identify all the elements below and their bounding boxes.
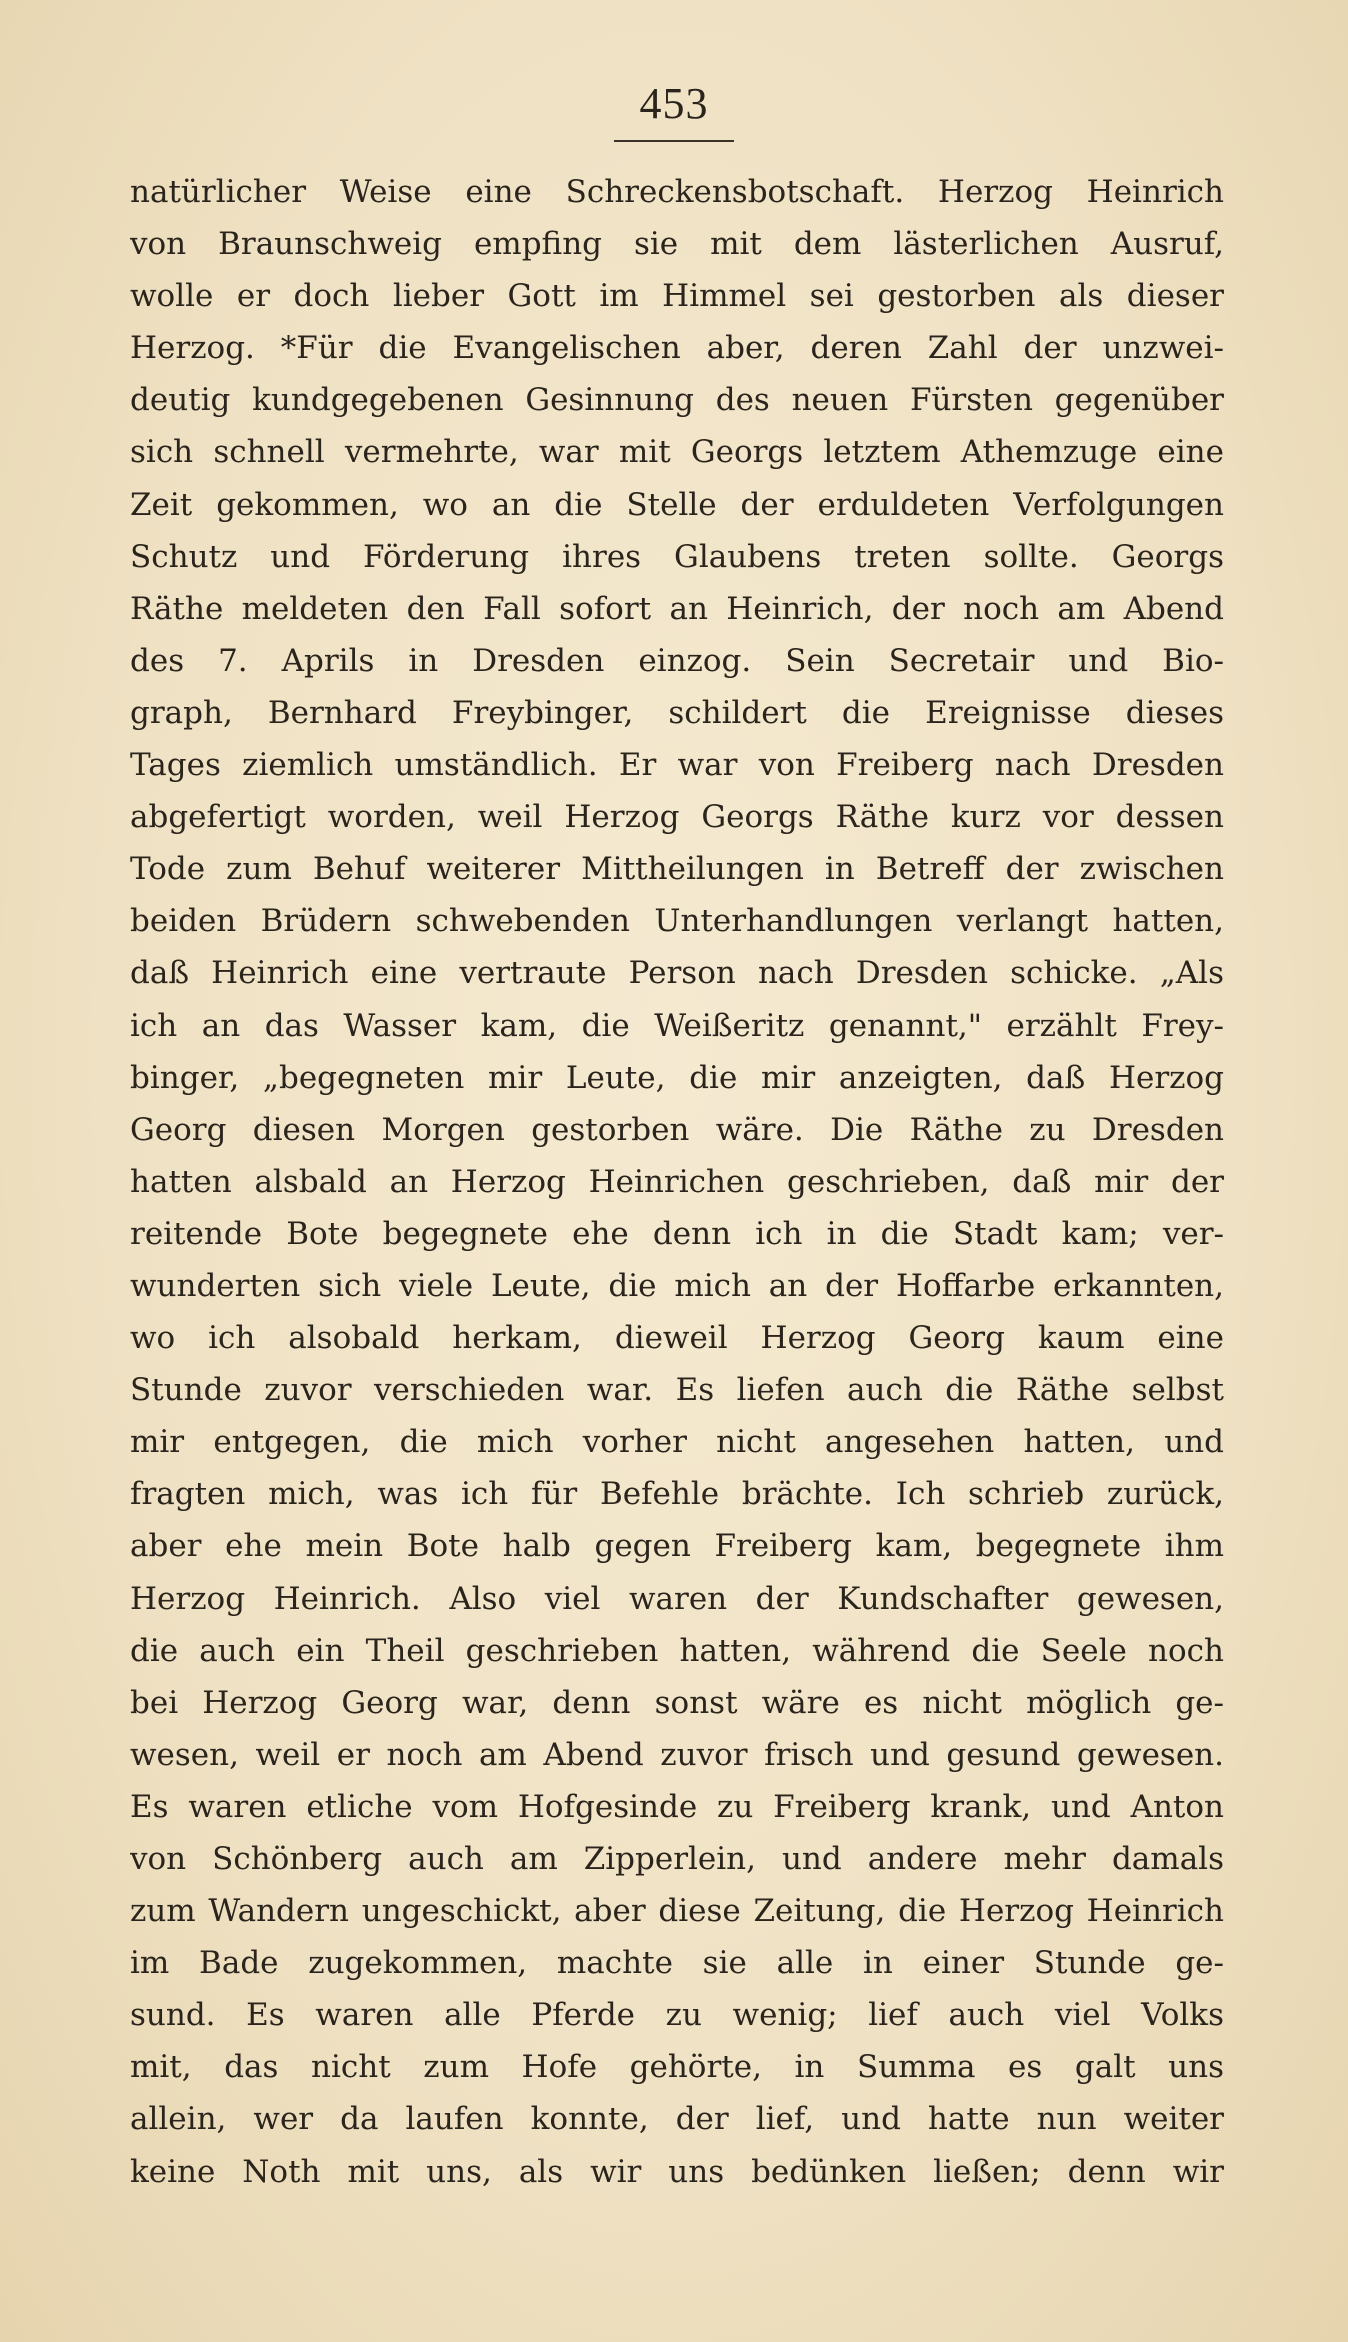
text-line: Zeit gekommen, wo an die Stelle der erduldeten Verfolgungen <box>130 486 1224 523</box>
page-number: 453 <box>639 79 709 128</box>
text-line: bei Herzog Georg war, denn sonst wäre es nicht möglich ge- <box>130 1684 1224 1721</box>
text-line: Räthe meldeten den Fall sofort an Heinrich, der noch am Abend <box>130 590 1224 627</box>
text-line: reitende Bote begegnete ehe denn ich in die Stadt kam; ver- <box>130 1215 1224 1252</box>
text-line: wo ich alsobald herkam, dieweil Herzog Georg kaum eine <box>130 1320 1224 1357</box>
text-line: wunderten sich viele Leute, die mich an der Hoffarbe erkannten, <box>130 1267 1224 1304</box>
text-line: Herzog. *Für die Evangelischen aber, deren Zahl der unzwei- <box>130 330 1224 367</box>
text-line: deutig kundgegebenen Gesinnung des neuen Fürsten gegenüber <box>130 382 1224 419</box>
text-line: wolle er doch lieber Gott im Himmel sei gestorben als dieser <box>130 278 1224 315</box>
text-line: von Braunschweig empfing sie mit dem lästerlichen Ausruf, <box>130 226 1224 263</box>
body-text <box>130 166 1224 2198</box>
text-line: die auch ein Theil geschrieben hatten, während die Seele noch <box>130 1632 1224 1669</box>
text-line: Es waren etliche vom Hofgesinde zu Freiberg krank, und Anton <box>130 1788 1224 1825</box>
text-line: Tode zum Behuf weiterer Mittheilungen in Betreff der zwischen <box>130 851 1224 888</box>
text-line: sund. Es waren alle Pferde zu wenig; lief auch viel Volks <box>130 1997 1224 2034</box>
text-line: von Schönberg auch am Zipperlein, und andere mehr damals <box>130 1841 1224 1877</box>
text-line: im Bade zugekommen, machte sie alle in einer Stunde ge- <box>130 1945 1224 1982</box>
text-line: fragten mich, was ich für Befehle brächte. Ich schrieb zurück, <box>130 1476 1224 1513</box>
text-line: daß Heinrich eine vertraute Person nach Dresden schicke. „Als <box>130 955 1224 992</box>
text-line: des 7. Aprils in Dresden einzog. Sein Secretair und Bio- <box>130 642 1224 679</box>
text-line: Georg diesen Morgen gestorben wäre. Die Räthe zu Dresden <box>130 1111 1224 1148</box>
text-line: beiden Brüdern schwebenden Unterhandlungen verlangt hatten, <box>130 903 1224 940</box>
header-rule <box>614 140 734 142</box>
text-line: allein, wer da laufen konnte, der lief, und hatte nun weiter <box>130 2101 1224 2138</box>
text-line: ich an das Wasser kam, die Weißeritz genannt," erzählt Frey- <box>130 1007 1224 1044</box>
text-line: wesen, weil er noch am Abend zuvor frisch und gesund gewesen. <box>130 1736 1224 1773</box>
text-line: Herzog Heinrich. Also viel waren der Kundschafter gewesen, <box>130 1580 1224 1617</box>
text-line: aber ehe mein Bote halb gegen Freiberg kam, begegnete ihm <box>130 1528 1224 1565</box>
text-line: mit, das nicht zum Hofe gehörte, in Summa es galt uns <box>130 2049 1224 2086</box>
text-line: sich schnell vermehrte, war mit Georgs letztem Athemzuge eine <box>130 434 1224 471</box>
text-line: binger, „begegneten mir Leute, die mir anzeigten, daß Herzog <box>130 1059 1224 1096</box>
text-line: graph, Bernhard Freybinger, schildert die Ereignisse dieses <box>130 694 1224 731</box>
text-line: natürlicher Weise eine Schreckensbotschaft. Herzog Heinrich <box>130 174 1224 210</box>
text-line: Stunde zuvor verschieden war. Es liefen auch die Räthe selbst <box>130 1372 1224 1409</box>
text-line: abgefertigt worden, weil Herzog Georgs Räthe kurz vor dessen <box>130 799 1224 836</box>
text-line: zum Wandern ungeschickt, aber diese Zeitung, die Herzog Heinrich <box>130 1893 1224 1930</box>
text-line: keine Noth mit uns, als wir uns bedünken ließen; denn wir <box>130 2153 1224 2190</box>
text-line: hatten alsbald an Herzog Heinrichen geschrieben, daß mir der <box>130 1163 1224 1200</box>
text-line: Schutz und Förderung ihres Glaubens treten sollte. Georgs <box>130 538 1224 575</box>
text-line: mir entgegen, die mich vorher nicht angesehen hatten, und <box>130 1424 1224 1461</box>
text-line: Tages ziemlich umständlich. Er war von Freiberg nach Dresden <box>130 747 1224 784</box>
